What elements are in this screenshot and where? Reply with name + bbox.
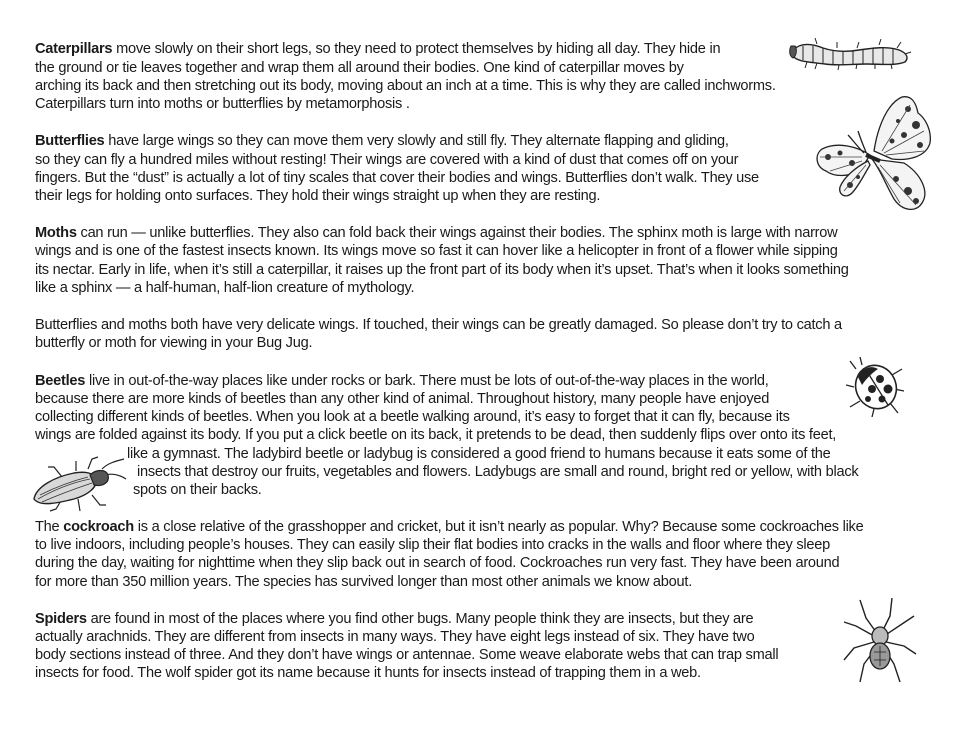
beetles-line bbox=[133, 481, 262, 499]
beetles-line bbox=[35, 426, 836, 444]
text-run: to live indoors, including people’s houses. They can easily slip their flat bodies into cracks in the walls and floor where they sleep bbox=[35, 537, 831, 553]
moths-line bbox=[35, 242, 838, 260]
text-run: the ground or tie leaves together and wrap them all around their bodies. One kind of caterpillar moves by bbox=[35, 60, 684, 76]
text-run: insects that destroy our fruits, vegetables and flowers. Ladybugs are small and round, bright red or yellow, with black bbox=[137, 464, 859, 480]
text-run: wings are folded against its body. If you put a click beetle on its back, it pretends to be dead, then suddenly flips over onto its feet, bbox=[35, 427, 837, 443]
text-run: Butterflies and moths both have very delicate wings. If touched, their wings can be greatly damaged. So please don’t try to catch a bbox=[35, 317, 842, 333]
beetles-line bbox=[35, 390, 769, 408]
spiders-heading: Spiders bbox=[35, 611, 87, 627]
text-run: fingers. But the “dust” is actually a lot of tiny scales that cover their bodies and wings. Butterflies don’t walk. They use bbox=[35, 170, 759, 186]
caterpillars-line bbox=[35, 40, 720, 58]
spiders-line bbox=[35, 646, 778, 664]
butterflies-line bbox=[35, 169, 759, 187]
ladybug-illustration bbox=[846, 357, 906, 417]
beetles-line bbox=[35, 408, 790, 426]
beetles-line bbox=[127, 445, 830, 463]
caterpillars-line bbox=[35, 77, 776, 95]
text-run: collecting different kinds of beetles. When you look at a beetle walking around, it’s easy to forget that it can fly, because its bbox=[35, 409, 790, 425]
text-run: its nectar. Early in life, when it’s still a caterpillar, it raises up the front part of its body when it’s upset. That’s when it looks something bbox=[35, 262, 849, 278]
caterpillar-illustration bbox=[787, 36, 913, 70]
text-run: so they can fly a hundred miles without resting! Their wings are covered with a kind of dust that comes off on your bbox=[35, 152, 739, 168]
text-run: can run — unlike butterflies. They also can fold back their wings against their bodies. The sphinx moth is large with narrow bbox=[76, 225, 838, 241]
spider-illustration bbox=[842, 598, 918, 684]
spiders-line bbox=[35, 628, 754, 646]
cockroach-line bbox=[35, 518, 863, 536]
text-run: is a close relative of the grasshopper and cricket, but it isn’t nearly as popular. Why? Because some cockroaches like bbox=[133, 519, 864, 535]
text-run: because there are more kinds of beetles than any other kind of animal. Throughout history, many people have enjoyed bbox=[35, 391, 770, 407]
cockroach-heading: cockroach bbox=[63, 519, 134, 535]
moths-line bbox=[35, 279, 414, 297]
text-run: spots on their backs. bbox=[133, 482, 262, 498]
text-run: move slowly on their short legs, so they need to protect themselves by hiding all day. They hide in bbox=[112, 41, 721, 57]
moths-line bbox=[35, 224, 837, 242]
text-run: arching its back and then stretching out its body, moving about an inch at a time. This is why they are called inchworms. bbox=[35, 78, 776, 94]
moths-heading: Moths bbox=[35, 225, 77, 241]
text-run: during the day, waiting for nighttime when they slip back out in search of food. Cockroaches run very fast. They have been around bbox=[35, 555, 840, 571]
butterflies-heading: Butterflies bbox=[35, 133, 105, 149]
text-run: are found in most of the places where you find other bugs. Many people think they are insects, but they are bbox=[86, 611, 754, 627]
text-run: for more than 350 million years. The species has survived longer than most other animals we know about. bbox=[35, 574, 692, 590]
delicate-wings-line bbox=[35, 334, 312, 352]
text-run: butterfly or moth for viewing in your Bug Jug. bbox=[35, 335, 313, 351]
cockroach-line bbox=[35, 554, 839, 572]
text-run: body sections instead of three. And they don’t have wings or antennae. Some weave elaborate webs that can trap small bbox=[35, 647, 779, 663]
cockroach-line bbox=[35, 573, 692, 591]
butterflies-line bbox=[35, 187, 600, 205]
text-run: wings and is one of the fastest insects known. Its wings move so fast it can hover like a helicopter in front of a flower while sipping bbox=[35, 243, 838, 259]
beetles-heading: Beetles bbox=[35, 373, 86, 389]
text-run: The bbox=[35, 519, 64, 535]
text-run: like a gymnast. The ladybird beetle or ladybug is considered a good friend to humans because it eats some of the bbox=[127, 446, 831, 462]
caterpillars-line bbox=[35, 59, 684, 77]
butterflies-line bbox=[35, 151, 738, 169]
moths-line bbox=[35, 261, 849, 279]
text-run: like a sphinx — a half-human, half-lion creature of mythology. bbox=[35, 280, 415, 296]
spiders-line bbox=[35, 664, 701, 682]
delicate-wings-line bbox=[35, 316, 842, 334]
text-run: live in out-of-the-way places like under rocks or bark. There must be lots of out-of-the-way places in the world, bbox=[85, 373, 769, 389]
caterpillars-line bbox=[35, 95, 410, 113]
spiders-line bbox=[35, 610, 753, 628]
text-run: insects for food. The wolf spider got its name because it hunts for insects instead of trapping them in a web. bbox=[35, 665, 701, 681]
butterfly-illustration bbox=[812, 95, 934, 215]
text-run: have large wings so they can move them very slowly and still fly. They alternate flapping and gliding, bbox=[104, 133, 729, 149]
beetles-line bbox=[35, 372, 769, 390]
text-run: Caterpillars turn into moths or butterflies by metamorphosis . bbox=[35, 96, 410, 112]
caterpillars-heading: Caterpillars bbox=[35, 41, 113, 57]
butterflies-line bbox=[35, 132, 729, 150]
text-run: actually arachnids. They are different from insects in many ways. They have eight legs instead of six. They have two bbox=[35, 629, 755, 645]
beetle-illustration bbox=[28, 455, 128, 517]
cockroach-line bbox=[35, 536, 830, 554]
beetles-line bbox=[137, 463, 858, 481]
text-run: their legs for holding onto surfaces. They hold their wings straight up when they are resting. bbox=[35, 188, 601, 204]
